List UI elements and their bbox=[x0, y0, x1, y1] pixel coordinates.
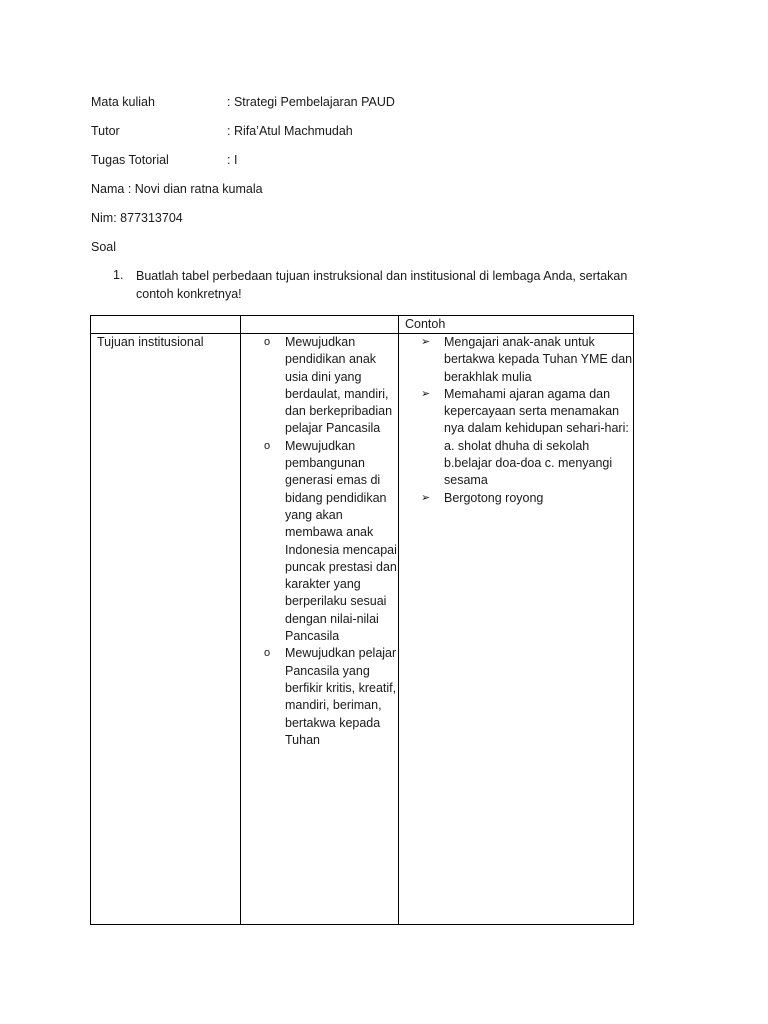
row-label: Tujuan institusional bbox=[97, 335, 204, 349]
goal-text: Mewujudkan pendidikan anak usia dini yang berdaulat, mandiri, dan berkepribadian pelajar Pancasila bbox=[285, 335, 393, 436]
circle-bullet-icon: o bbox=[264, 647, 271, 660]
examples-list bbox=[399, 334, 633, 507]
tugas-value: : I bbox=[227, 153, 238, 167]
goal-text: Mewujudkan pelajar Pancasila yang berfikir kritis, kreatif, mandiri, beriman, bertakwa kepada Tuhan bbox=[285, 646, 397, 747]
goal-item bbox=[241, 438, 398, 646]
circle-bullet-icon: o bbox=[264, 439, 271, 452]
tutor-label: Tutor bbox=[91, 124, 120, 138]
mata-kuliah-label: Mata kuliah bbox=[91, 95, 155, 109]
question-text: Buatlah tabel perbedaan tujuan instruksional dan institusional di lembaga Anda, sertakan contoh konkretnya! bbox=[136, 269, 628, 301]
row-label-cell bbox=[91, 334, 241, 925]
example-text: Mengajari anak-anak untuk bertakwa kepada Tuhan YME dan berakhlak mulia bbox=[444, 335, 633, 384]
question-number: 1. bbox=[113, 268, 124, 282]
examples-cell bbox=[399, 334, 634, 925]
example-item bbox=[399, 386, 633, 490]
table-row bbox=[91, 334, 634, 925]
table-header-row bbox=[91, 316, 634, 334]
table-header-cell bbox=[91, 316, 241, 334]
soal-heading: Soal bbox=[91, 240, 117, 254]
goal-item bbox=[241, 334, 398, 438]
goals-cell bbox=[241, 334, 399, 925]
goals-list bbox=[241, 334, 398, 749]
example-text: Bergotong royong bbox=[444, 490, 544, 505]
table-header-cell-contoh: Contoh bbox=[399, 316, 634, 334]
example-item bbox=[399, 490, 633, 507]
goal-item bbox=[241, 645, 398, 749]
table-header-cell bbox=[241, 316, 399, 334]
tutor-value: : Rifa’Atul Machmudah bbox=[227, 124, 353, 138]
nim-line: Nim: 877313704 bbox=[91, 211, 183, 225]
comparison-table bbox=[90, 315, 634, 925]
tugas-label: Tugas Totorial bbox=[91, 153, 169, 167]
arrow-bullet-icon: ➢ bbox=[421, 491, 431, 504]
mata-kuliah-value: : Strategi Pembelajaran PAUD bbox=[227, 95, 395, 109]
nama-line: Nama : Novi dian ratna kumala bbox=[91, 182, 263, 196]
example-item bbox=[399, 334, 633, 386]
arrow-bullet-icon: ➢ bbox=[421, 336, 431, 348]
arrow-bullet-icon: ➢ bbox=[421, 387, 431, 400]
goal-text: Mewujudkan pembangunan generasi emas di bidang pendidikan yang akan membawa anak Indonesia mencapai puncak prestasi dan karakter yang berperilaku sesuai dengan nilai-nilai Pancasila bbox=[285, 438, 397, 644]
circle-bullet-icon: o bbox=[264, 336, 271, 348]
example-text: Memahami ajaran agama dan kepercayaan serta menamakan nya dalam kehidupan sehari-hari: a. sholat dhuha di sekolah b.belajar doa-doa c. menyangi sesama bbox=[444, 386, 629, 488]
